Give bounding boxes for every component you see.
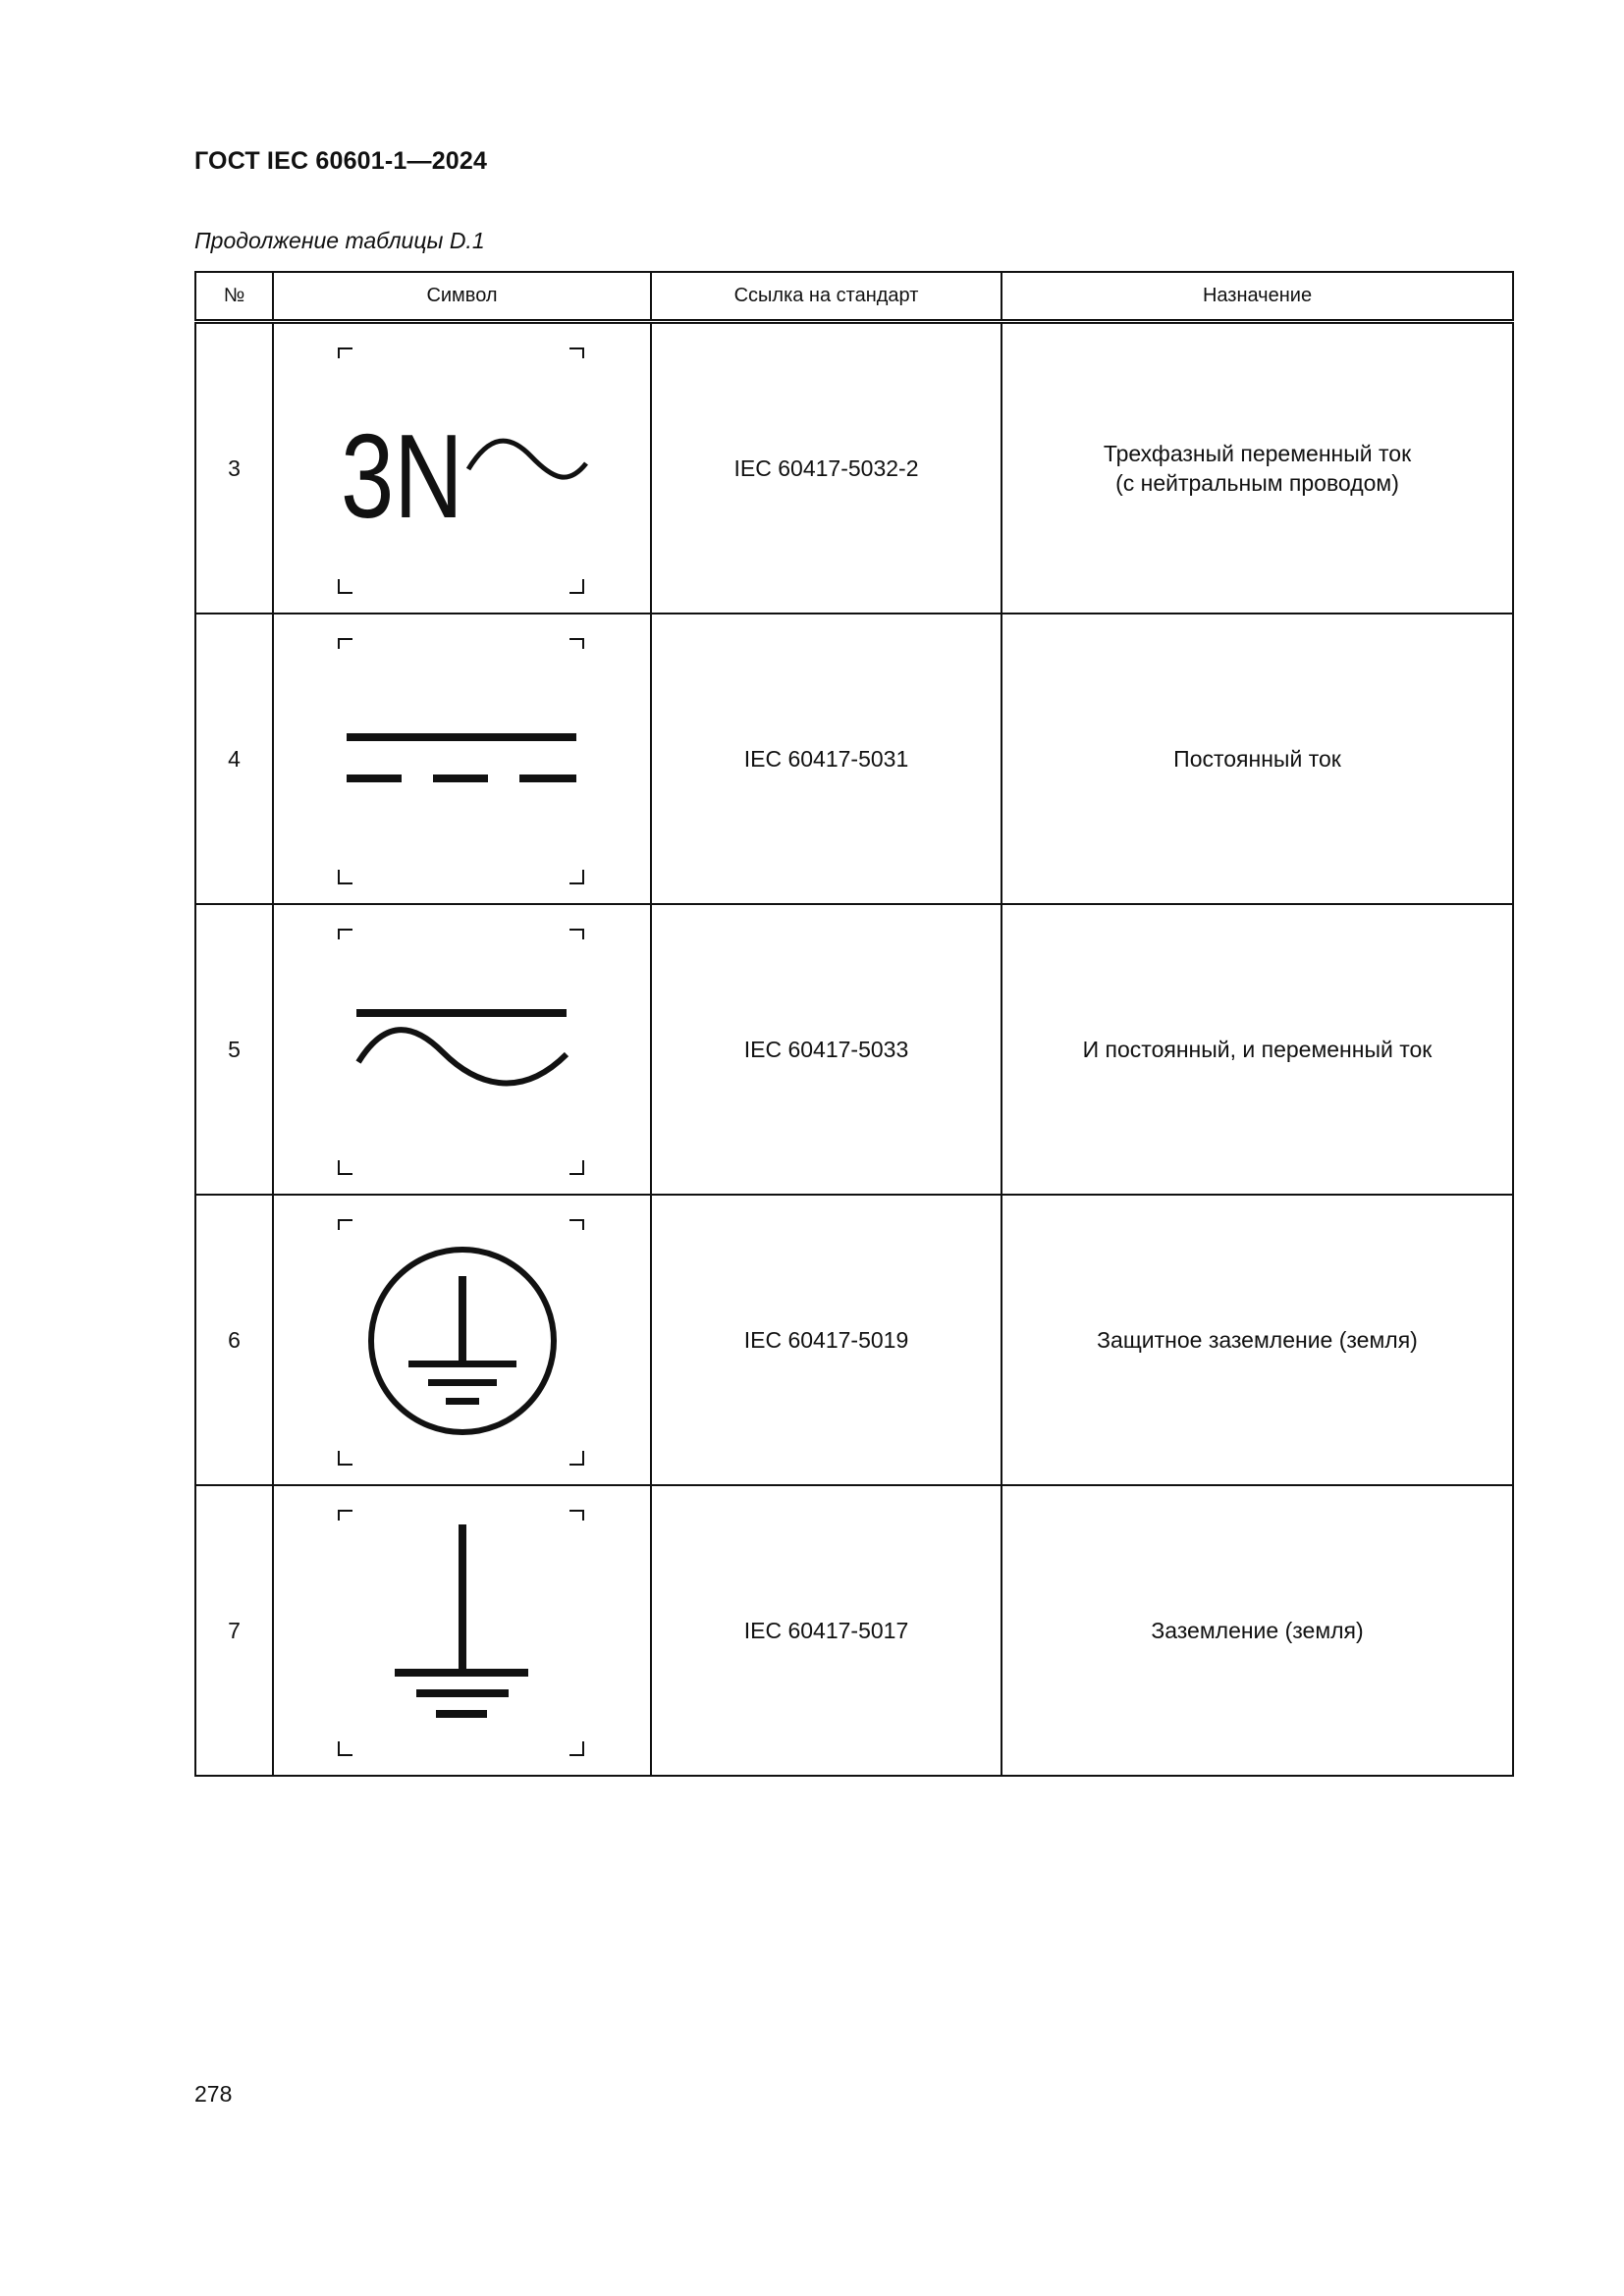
table-header-row xyxy=(195,272,1513,322)
page-number: 278 xyxy=(194,2081,233,2107)
row-number: 7 xyxy=(195,1485,273,1776)
table-caption: Продолжение таблицы D.1 xyxy=(194,228,485,253)
symbol-cell xyxy=(273,322,651,614)
three-phase-neutral-icon xyxy=(274,324,650,613)
purpose-line-1: Заземление (земля) xyxy=(1151,1618,1364,1643)
row-number: 6 xyxy=(195,1195,273,1485)
purpose-line-1: Защитное заземление (земля) xyxy=(1097,1327,1418,1353)
symbols-table xyxy=(194,271,1514,1777)
standard-ref: IEC 60417-5033 xyxy=(651,904,1001,1195)
standard-ref: IEC 60417-5031 xyxy=(651,614,1001,904)
table-row xyxy=(195,904,1513,1195)
row-number: 3 xyxy=(195,322,273,614)
protective-earth-icon xyxy=(274,1196,650,1484)
ac-dc-icon xyxy=(274,905,650,1194)
purpose-line-2: (с нейтральным проводом) xyxy=(1115,470,1399,496)
purpose-cell xyxy=(1001,1485,1513,1776)
column-header-purpose: Назначение xyxy=(1001,272,1513,322)
column-header-standard-ref: Ссылка на стандарт xyxy=(651,272,1001,322)
purpose-line-1: И постоянный, и переменный ток xyxy=(1082,1037,1433,1062)
symbol-cell xyxy=(273,1485,651,1776)
column-header-symbol: Символ xyxy=(273,272,651,322)
standard-ref: IEC 60417-5019 xyxy=(651,1195,1001,1485)
table-row xyxy=(195,614,1513,904)
document-header: ГОСТ IEC 60601-1—2024 xyxy=(194,147,488,175)
purpose-line-1: Постоянный ток xyxy=(1173,746,1341,772)
table-row xyxy=(195,1195,1513,1485)
column-header-number: № xyxy=(195,272,273,322)
symbol-cell xyxy=(273,904,651,1195)
symbol-cell xyxy=(273,614,651,904)
purpose-cell xyxy=(1001,1195,1513,1485)
three-n-label: 3N xyxy=(341,409,463,544)
purpose-line-1: Трехфазный переменный ток xyxy=(1103,441,1412,466)
symbols-table-container xyxy=(194,271,1514,1777)
direct-current-icon xyxy=(274,614,650,903)
table-row xyxy=(195,1485,1513,1776)
row-number: 4 xyxy=(195,614,273,904)
standard-ref: IEC 60417-5032-2 xyxy=(651,322,1001,614)
row-number: 5 xyxy=(195,904,273,1195)
purpose-cell xyxy=(1001,904,1513,1195)
standard-ref: IEC 60417-5017 xyxy=(651,1485,1001,1776)
symbol-cell xyxy=(273,1195,651,1485)
purpose-cell xyxy=(1001,614,1513,904)
table-row xyxy=(195,322,1513,614)
purpose-cell xyxy=(1001,322,1513,614)
earth-ground-icon xyxy=(274,1486,650,1775)
